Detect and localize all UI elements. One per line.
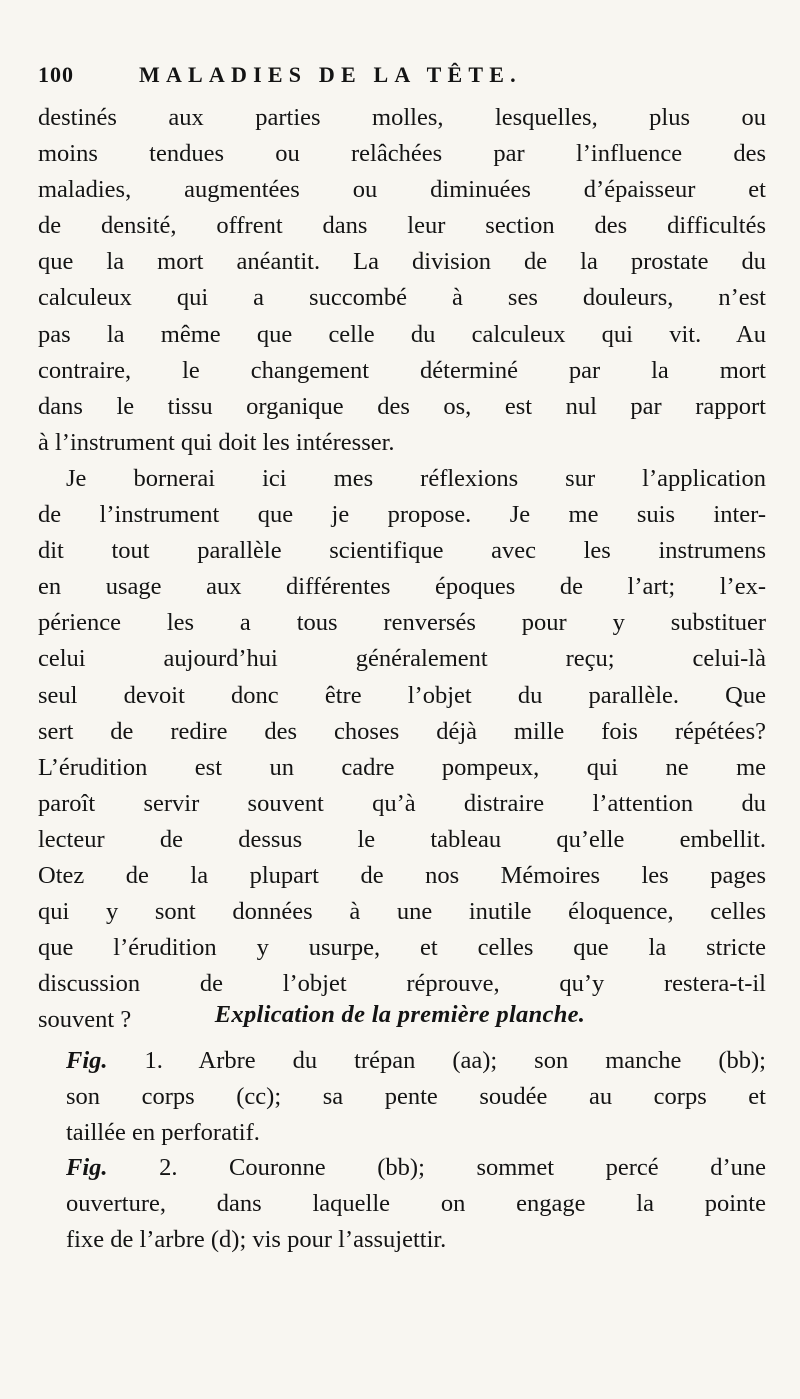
text-line: Je bornerai ici mes réflexions sur l’application (66, 464, 766, 492)
figure-line: ouverture, dans laquelle on engage la pointe (66, 1190, 766, 1218)
text-line: que la mort anéantit. La division de la prostate du (38, 248, 766, 276)
figure-line: son corps (cc); sa pente soudée au corps et (66, 1082, 766, 1110)
text-line: de densité, offrent dans leur section des difficultés (38, 212, 766, 240)
text-line: moins tendues ou relâchées par l’influence des (38, 140, 766, 168)
text-line: en usage aux différentes époques de l’art; l’ex- (38, 573, 766, 601)
figure-text: 1. Arbre du trépan (aa); son manche (bb); (144, 1047, 766, 1074)
paragraph (38, 461, 766, 1039)
figure-text: 2. Couronne (bb); sommet percé d’une (159, 1154, 766, 1182)
text-line: celui aujourd’hui généralement reçu; celui-là (38, 645, 766, 673)
text-line: destinés aux parties molles, lesquelles, plus ou (38, 104, 766, 131)
text-line: L’érudition est un cadre pompeux, qui ne me (38, 753, 766, 781)
figure-line: taillée en perforatif. (66, 1118, 260, 1146)
text-line: souvent ? (38, 1006, 132, 1034)
figure-line (38, 1150, 766, 1186)
text-line: seul devoit donc être l’objet du parallèle. Que (38, 681, 766, 709)
paragraph (38, 100, 766, 461)
page-number: 100 (38, 62, 74, 87)
figure-captions (38, 1043, 766, 1258)
body-text (38, 100, 766, 1038)
text-line: paroît servir souvent qu’à distraire l’attention du (38, 789, 766, 817)
text-line: dit tout parallèle scientifique avec les instrumens (38, 537, 766, 565)
text-line: calculeux qui a succombé à ses douleurs, n’est (38, 284, 766, 312)
text-line: Otez de la plupart de nos Mémoires les pages (38, 861, 766, 889)
text-line: périence les a tous renversés pour y substituer (38, 609, 766, 637)
text-line: maladies, augmentées ou diminuées d’épaisseur et (38, 176, 766, 204)
figure-line: fixe de l’arbre (d); vis pour l’assujettir. (66, 1225, 447, 1253)
text-line: dans le tissu organique des os, est nul par rapport (38, 392, 766, 420)
figure-label: Fig. (66, 1047, 108, 1074)
text-line: contraire, le changement déterminé par la mort (38, 356, 766, 384)
page-header (38, 62, 728, 92)
section-title: Explication de la première planche. (214, 1001, 586, 1028)
figure-label: Fig. (66, 1154, 108, 1182)
text-line: pas la même que celle du calculeux qui vit. Au (38, 320, 766, 348)
figure-line (38, 1043, 766, 1079)
figure-entry (38, 1150, 766, 1257)
text-line: de l’instrument que je propose. Je me suis inter- (38, 501, 766, 529)
figure-entry (38, 1043, 766, 1150)
text-line: que l’érudition y usurpe, et celles que la stricte (38, 934, 766, 962)
text-line: à l’instrument qui doit les intéresser. (38, 428, 395, 456)
text-line: discussion de l’objet réprouve, qu’y restera-t-il (38, 970, 766, 998)
text-line: lecteur de dessus le tableau qu’elle embellit. (38, 825, 766, 853)
text-line: qui y sont données à une inutile éloquence, celles (38, 898, 766, 926)
running-title: MALADIES DE LA TÊTE. (139, 62, 522, 87)
text-line: sert de redire des choses déjà mille fois répétées? (38, 717, 766, 745)
